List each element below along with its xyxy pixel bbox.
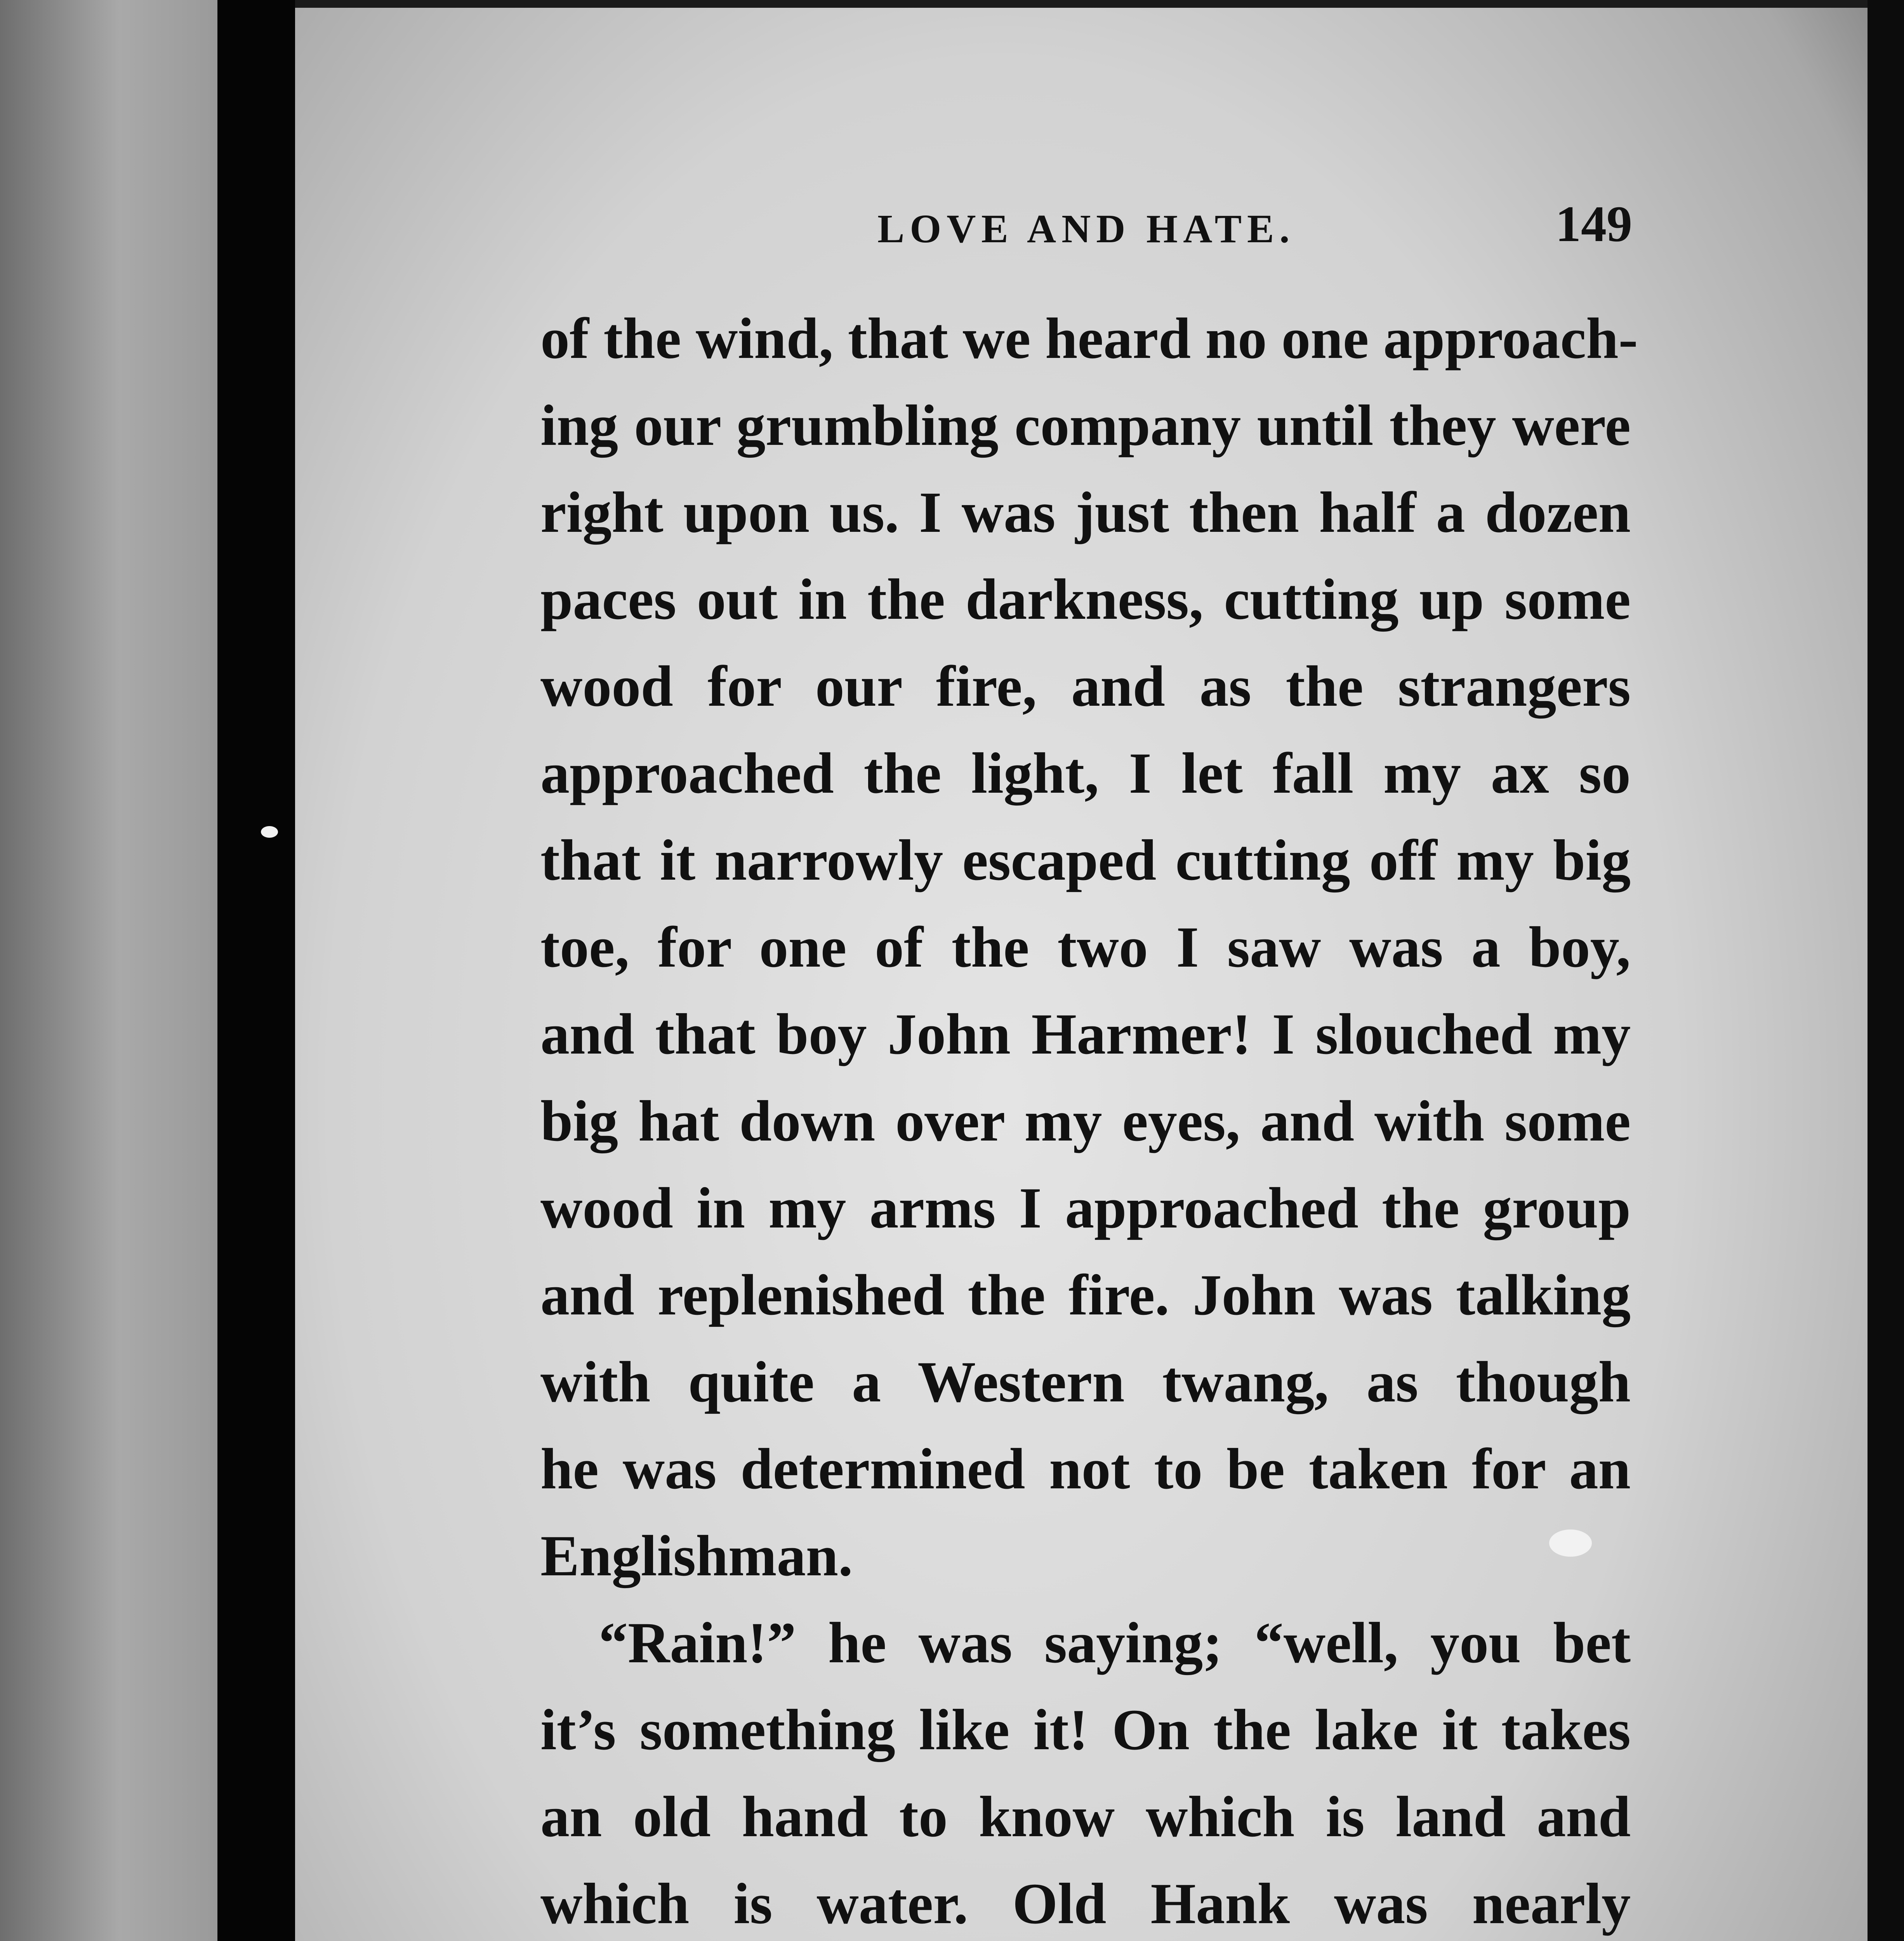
text-line: an old hand to know which is land and — [540, 1785, 1631, 1849]
running-head: LOVE AND HATE. — [877, 207, 1295, 251]
text-line: wood in my arms I approached the group — [540, 1176, 1631, 1240]
text-line: which is water. Old Hank was nearly — [540, 1872, 1631, 1936]
book-gutter — [217, 0, 295, 1941]
text-line: with quite a Western twang, as though — [540, 1350, 1631, 1414]
facing-page-edge — [0, 0, 217, 1941]
page-edge-shadow — [1868, 0, 1904, 1941]
text-line: approached the light, I let fall my ax so — [540, 741, 1631, 806]
text-line: and that boy John Harmer! I slouched my — [540, 1002, 1631, 1066]
body-text — [540, 295, 1638, 1941]
text-line: ing our grumbling company until they were — [540, 393, 1631, 458]
text-line: and replenished the fire. John was talking — [540, 1263, 1631, 1327]
text-line: he was determined not to be taken for an — [540, 1437, 1631, 1501]
scan-speck — [261, 826, 278, 838]
text-line: of the wind, that we heard no one approach- — [540, 306, 1638, 371]
text-line: that it narrowly escaped cutting off my big — [540, 828, 1631, 892]
text-line: right upon us. I was just then half a dozen — [540, 480, 1631, 545]
text-line: toe, for one of the two I saw was a boy, — [540, 915, 1631, 979]
text-line: “Rain!” he was saying; “well, you bet — [599, 1611, 1631, 1675]
text-line: big hat down over my eyes, and with some — [540, 1089, 1631, 1153]
page-number: 149 — [1555, 195, 1632, 252]
text-line: paces out in the darkness, cutting up some — [540, 567, 1631, 632]
text-line: wood for our fire, and as the strangers — [540, 654, 1631, 719]
text-line: Englishman. — [540, 1524, 853, 1588]
text-line: it’s something like it! On the lake it takes — [540, 1698, 1631, 1762]
